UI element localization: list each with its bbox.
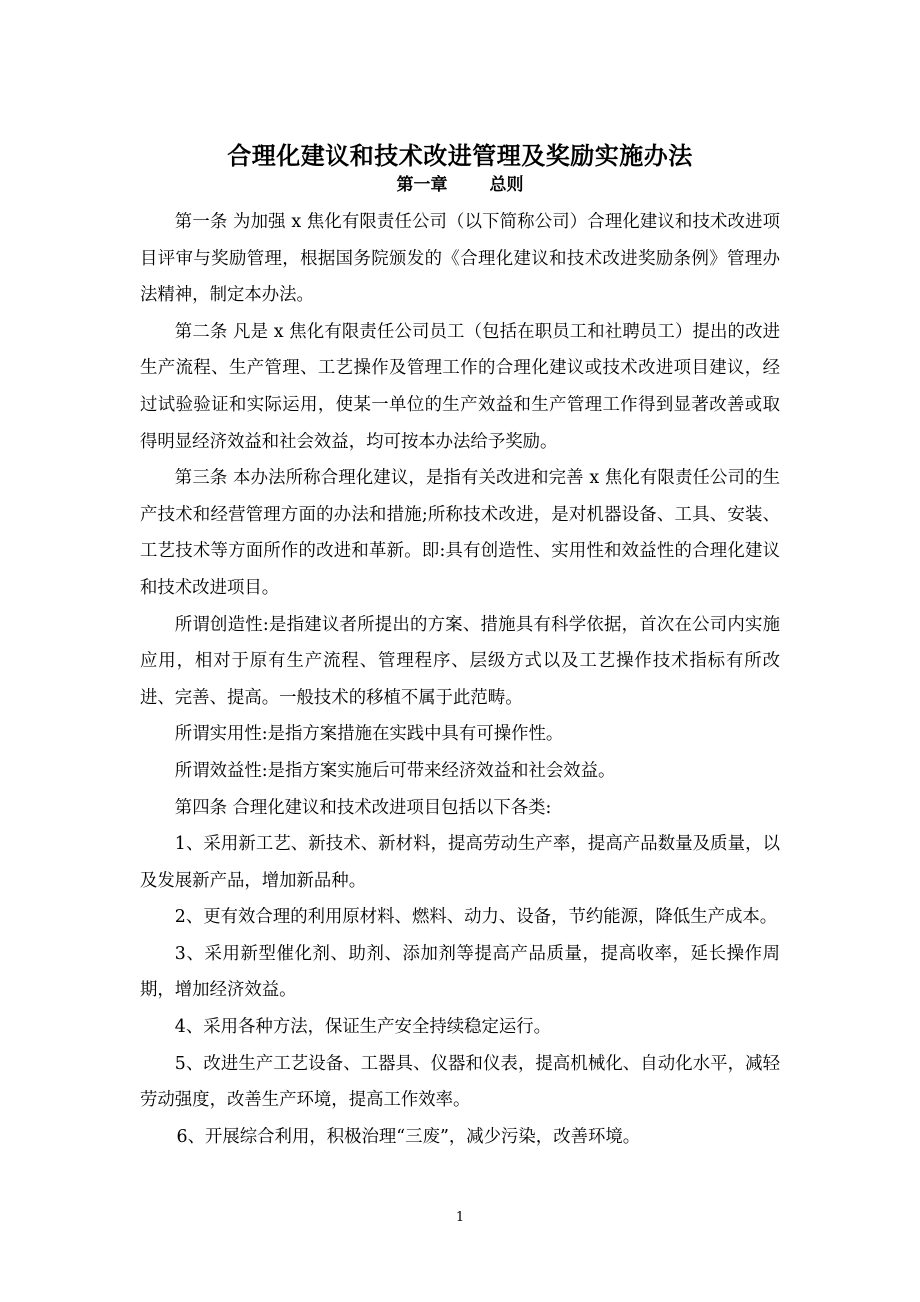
benefit-definition-paragraph: 所谓效益性:是指方案实施后可带来经济效益和社会效益。 (174, 760, 616, 781)
creativity-definition-paragraph: 所谓创造性:是指建议者所提出的方案、措施具有科学依据，首次在公司内实施应用，相对于原有生产流程、管理程序、层级方式以及工艺操作技术指标有所改进、完善、提高。一般技术的移植不属于此范畴。 (140, 614, 780, 708)
list-item-6: 6、开展综合利用，积极治理“三废”，减少污染，改善环境。 (176, 1126, 641, 1147)
page-number: 1 (455, 1210, 465, 1225)
article-3-paragraph: 第三条 本办法所称合理化建议，是指有关改进和完善 x 焦化有限责任公司的生产技术和经营管理方面的办法和措施;所称技术改进，是对机器设备、工具、安装、工艺技术等方面所作的改进和革新。即:具有创造性、实用性和效益性的合理化建议和技术改进项目。 (140, 468, 780, 598)
article-2-paragraph: 第二条 凡是 x 焦化有限责任公司员工（包括在职员工和社聘员工）提出的改进生产流程、生产管理、工艺操作及管理工作的合理化建议或技术改进项目建议，经过试验验证和实际运用，使某一单位的生产效益和生产管理工作得到显著改善或取得明显经济效益和社会效益，均可按本办法给予奖励。 (140, 321, 780, 452)
chapter-heading (0, 172, 920, 198)
list-item-5: 5、改进生产工艺设备、工器具、仪器和仪表，提高机械化、自动化水平，减轻劳动强度，改善生产环境，提高工作效率。 (140, 1053, 780, 1111)
list-item-2: 2、更有效合理的利用原材料、燃料、动力、设备，节约能源，降低生产成本。 (174, 907, 778, 928)
document-title: 合理化建议和技术改进管理及奖励实施办法 (227, 142, 693, 170)
chapter-name: 总则 (489, 175, 524, 195)
list-item-4: 4、采用各种方法，保证生产安全持续稳定运行。 (174, 1017, 552, 1038)
list-item-3: 3、采用新型催化剂、助剂、添加剂等提高产品质量，提高收率，延长操作周期，增加经济效益。 (140, 943, 780, 1001)
practicality-definition-paragraph: 所谓实用性:是指方案措施在实践中具有可操作性。 (174, 724, 564, 745)
document-body (140, 204, 780, 1155)
chapter-number: 第一章 (396, 175, 448, 195)
article-4-paragraph: 第四条 合理化建议和技术改进项目包括以下各类: (174, 797, 552, 818)
list-item-1: 1、采用新工艺、新技术、新材料，提高劳动生产率，提高产品数量及质量，以及发展新产品，增加新品种。 (140, 834, 780, 891)
article-1-paragraph: 第一条 为加强 x 焦化有限责任公司（以下简称公司）合理化建议和技术改进项目评审与奖励管理，根据国务院颁发的《合理化建议和技术改进奖励条例》管理办法精神，制定本办法。 (140, 212, 780, 306)
